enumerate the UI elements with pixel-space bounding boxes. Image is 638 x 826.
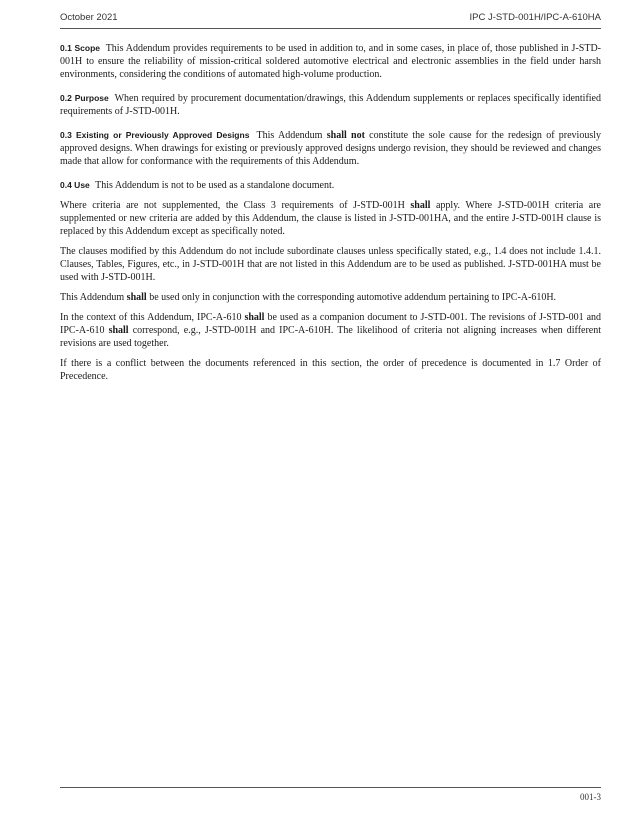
use-p4-text-c: correspond, e.g., J-STD-001H and IPC-A-610H. The likelihood of criteria not aligning increases when different revisions are used together. xyxy=(60,325,602,349)
section-purpose xyxy=(60,92,601,118)
use-paragraph-2: The clauses modified by this Addendum do not include subordinate clauses unless specifically stated, e.g., 1.4 does not include 1.4.1. Clauses, Tables, Figures, etc., in J-STD-001H that are not listed in this Addendum are to be used as published. J-STD-001HA must be used with J-STD-001H. xyxy=(60,246,601,283)
page-number: 001-3 xyxy=(580,792,601,802)
use-paragraph-4 xyxy=(60,311,601,350)
use-p1-text-b: apply. Where J-STD-001H criteria are supplemented or new criteria are added by this Addendum, the clause is listed in J-STD-001HA, and the entire J-STD-001H clause is replaced by this Addendum except as specifically noted. xyxy=(60,200,601,237)
header-date: October 2021 xyxy=(60,12,118,23)
section-text-existing-a: This Addendum xyxy=(256,130,323,141)
use-paragraph-3 xyxy=(60,291,601,304)
use-p4-text-a: In the context of this Addendum, IPC-A-610 xyxy=(60,312,242,323)
page-header xyxy=(60,12,601,23)
use-p3-text-b: be used only in conjunction with the corresponding automotive addendum pertaining to IPC-A-610H. xyxy=(149,292,557,303)
document-body xyxy=(60,42,601,390)
section-scope xyxy=(60,42,601,81)
footer-divider xyxy=(60,787,601,788)
section-text-use: This Addendum is not to be used as a standalone document. xyxy=(95,180,335,191)
use-paragraph-5: If there is a conflict between the documents referenced in this section, the order of precedence is documented in 1.7 Order of Precedence. xyxy=(60,358,601,382)
emphasis-shall: shall xyxy=(410,200,431,211)
section-text-purpose: When required by procurement documentation/drawings, this Addendum supplements or replaces specifically identified requirements of J-STD-001H. xyxy=(60,93,602,117)
section-use xyxy=(60,179,601,192)
section-heading-use: 0.4 Use xyxy=(60,180,90,190)
section-text-existing-b: constitute the sole cause for the redesign of previously approved designs. When drawings for existing or previously approved designs undergo revision, they should be reviewed and changes made that allow for conformance with the requirements of this Addendum. xyxy=(60,130,602,167)
section-existing-designs xyxy=(60,129,601,168)
emphasis-shall: shall xyxy=(126,292,147,303)
section-heading-purpose: 0.2 Purpose xyxy=(60,93,109,103)
section-heading-existing: 0.3 Existing or Previously Approved Designs xyxy=(60,130,250,140)
emphasis-shall: shall xyxy=(244,312,265,323)
use-paragraph-1 xyxy=(60,199,601,238)
section-text-scope: This Addendum provides requirements to be used in addition to, and in some cases, in place of, those published in J-STD-001H to ensure the reliability of mission-critical soldered automotive electrical and electronic assemblies in the field under harsh environments, considering the conditions of automated high-volume production. xyxy=(60,43,602,80)
use-p1-text-a: Where criteria are not supplemented, the Class 3 requirements of J-STD-001H xyxy=(60,200,405,211)
use-p3-text-a: This Addendum xyxy=(60,292,125,303)
section-heading-scope: 0.1 Scope xyxy=(60,43,101,53)
use-p4-text-b: be used as a companion document to J-STD-001. The revisions of J-STD-001 and IPC-A-610 xyxy=(60,312,602,336)
header-divider xyxy=(60,28,601,29)
emphasis-shall-not: shall not xyxy=(326,130,365,141)
header-doc-id: IPC J-STD-001H/IPC-A-610HA xyxy=(469,12,601,23)
emphasis-shall: shall xyxy=(108,325,129,336)
